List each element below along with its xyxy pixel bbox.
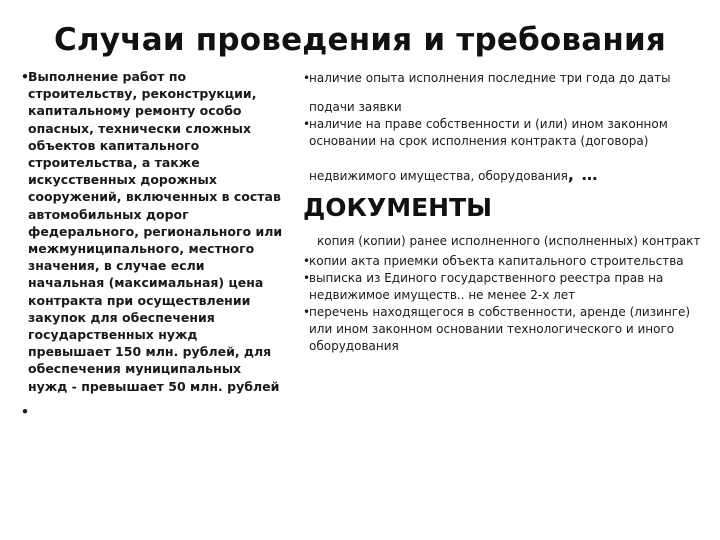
documents-heading: ДОКУМЕНТЫ [303, 193, 493, 222]
left-column [22, 68, 284, 420]
documents-intro: копия (копии) ранее исполненного (исполненных) контракт [317, 234, 701, 248]
right-column [303, 70, 703, 355]
requirement-experience: • наличие опыта исполнения последние три года до даты [303, 70, 703, 87]
requirement-experience-continued: подачи заявки [309, 100, 402, 114]
empty-bullet [22, 403, 284, 420]
requirement-ownership: • наличие на праве собственности и (или) ином законном основании на срок исполнения контракта (договора) [303, 116, 703, 150]
ellipsis: , … [567, 165, 599, 184]
document-item: • перечень находящегося в собственности, аренде (лизинге) или ином законном основании технологического и иного оборудования [303, 304, 703, 355]
left-bullet-item: • Выполнение работ по строительству, реконструкции, капитальному ремонту особо опасных, технически сложных объектов капитального строительства, а также искусственных дорожных сооружений, включенных в состав автомобильных дорог федерального, регионального или межмуниципального, местного значения, в случае если начальная (максимальная) цена контракта при осуществлении закупок для обеспечения государственных нужд превышает 150 млн. рублей, для обеспечения муниципальных нужд - превышает 50 млн. рублей [22, 68, 284, 395]
document-item: • выписка из Единого государственного реестра прав на недвижимое имуществ.. не менее 2-х лет [303, 270, 703, 304]
requirement-ownership-continued [303, 166, 703, 185]
document-item: • копии акта приемки объекта капитального строительства [303, 253, 703, 270]
requirement-ownership-tail: недвижимого имущества, оборудования [309, 169, 568, 183]
slide-title: Случаи проведения и требования [53, 22, 667, 58]
